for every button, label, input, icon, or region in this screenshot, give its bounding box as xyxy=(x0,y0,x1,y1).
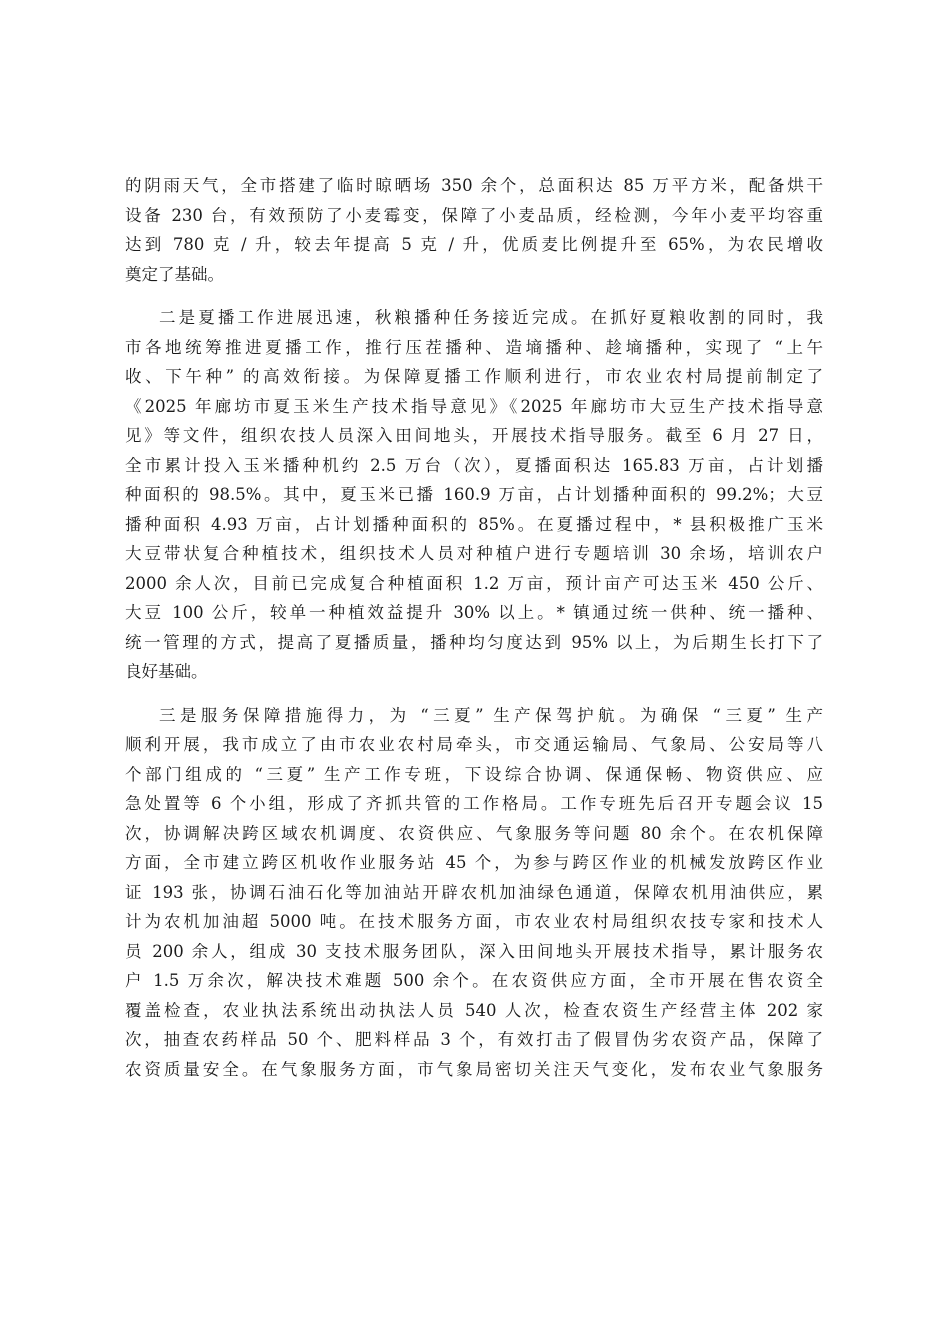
text-line: 二是夏播工作进展迅速，秋粮播种任务接近完成。在抓好夏粮收割的同时，我 xyxy=(159,308,823,327)
paragraph-summer-sowing xyxy=(125,303,823,687)
text-line: 证 193 张，协调石油石化等加油站开辟农机加油绿色通道，保障农机用油供应，累 xyxy=(125,882,823,902)
text-line: 的阴雨天气，全市搭建了临时晾晒场 350 余个，总面积达 85 万平方米，配备烘干 xyxy=(125,176,823,195)
text-line: 2000 余人次，目前已完成复合种植面积 1.2 万亩，预计亩产可达玉米 450 公斤、 xyxy=(125,573,823,593)
paragraph-weather-drying xyxy=(125,171,823,289)
text-line: 种面积的 98.5%。其中，夏玉米已播 160.9 万亩，占计划播种面积的 99.2%；大豆 xyxy=(125,485,823,504)
text-line: 三是服务保障措施得力，为 “三夏” 生产保驾护航。为确保 “三夏” 生产 xyxy=(159,705,823,725)
text-line: 见》等文件，组织农技人员深入田间地头，开展技术指导服务。截至 6 月 27 日， xyxy=(125,426,823,445)
text-line: 农资质量安全。在气象服务方面，市气象局密切关注天气变化，发布农业气象服务 xyxy=(125,1059,823,1079)
text-line: 达到 780 克 / 升，较去年提高 5 克 / 升，优质麦比例提升至 65%，为农民增收 xyxy=(125,235,823,254)
text-line: 全市累计投入玉米播种机约 2.5 万台（次），夏播面积达 165.83 万亩，占计划播 xyxy=(125,455,823,475)
text-line: 大豆 100 公斤，较单一种植效益提升 30% 以上。* 镇通过统一供种、统一播种、 xyxy=(125,603,823,622)
text-line: 播种面积 4.93 万亩，占计划播种面积的 85%。在夏播过程中，* 县积极推广玉米 xyxy=(125,514,823,534)
text-line: 个部门组成的 “三夏” 生产工作专班，下设综合协调、保通保畅、物资供应、应 xyxy=(125,764,823,784)
text-line: 《2025 年廊坊市夏玉米生产技术指导意见》《2025 年廊坊市大豆生产技术指导意 xyxy=(125,396,823,416)
text-line: 市各地统筹推进夏播工作，推行压茬播种、造墒播种、趁墒播种，实现了 “上午 xyxy=(125,337,823,357)
text-line: 员 200 余人，组成 30 支技术服务团队，深入田间地头开展技术指导，累计服务农 xyxy=(125,941,823,961)
text-line: 顺利开展，我市成立了由市农业农村局牵头，市交通运输局、气象局、公安局等八 xyxy=(125,735,823,754)
text-line: 覆盖检查，农业执法系统出动执法人员 540 人次，检查农资生产经营主体 202 家 xyxy=(125,1000,823,1020)
text-line: 大豆带状复合种植技术，组织技术人员对种植户进行专题培训 30 余场，培训农户 xyxy=(125,544,823,563)
text-line: 奠定了基础。 xyxy=(125,264,224,284)
text-line: 急处置等 6 个小组，形成了齐抓共管的工作格局。工作专班先后召开专题会议 15 xyxy=(125,794,823,813)
text-line: 方面，全市建立跨区机收作业服务站 45 个，为参与跨区作业的机械发放跨区作业 xyxy=(125,853,823,872)
document-body xyxy=(125,171,823,1098)
text-line: 统一管理的方式，提高了夏播质量，播种均匀度达到 95% 以上，为后期生长打下了 xyxy=(125,632,823,652)
text-line: 良好基础。 xyxy=(125,662,208,681)
text-line: 收、下午种” 的高效衔接。为保障夏播工作顺利进行，市农业农村局提前制定了 xyxy=(125,367,823,386)
text-line: 次，抽查农药样品 50 个、肥料样品 3 个，有效打击了假冒伪劣农资产品，保障了 xyxy=(125,1030,823,1049)
text-line: 计为农机加油超 5000 吨。在技术服务方面，市农业农村局组织农技专家和技术人 xyxy=(125,912,823,931)
text-line: 设备 230 台，有效预防了小麦霉变，保障了小麦品质，经检测，今年小麦平均容重 xyxy=(125,205,823,225)
text-line: 次，协调解决跨区域农机调度、农资供应、气象服务等问题 80 余个。在农机保障 xyxy=(125,823,823,843)
text-line: 户 1.5 万余次，解决技术难题 500 余个。在农资供应方面，全市开展在售农资全 xyxy=(125,971,823,990)
paragraph-service-support xyxy=(125,701,823,1085)
